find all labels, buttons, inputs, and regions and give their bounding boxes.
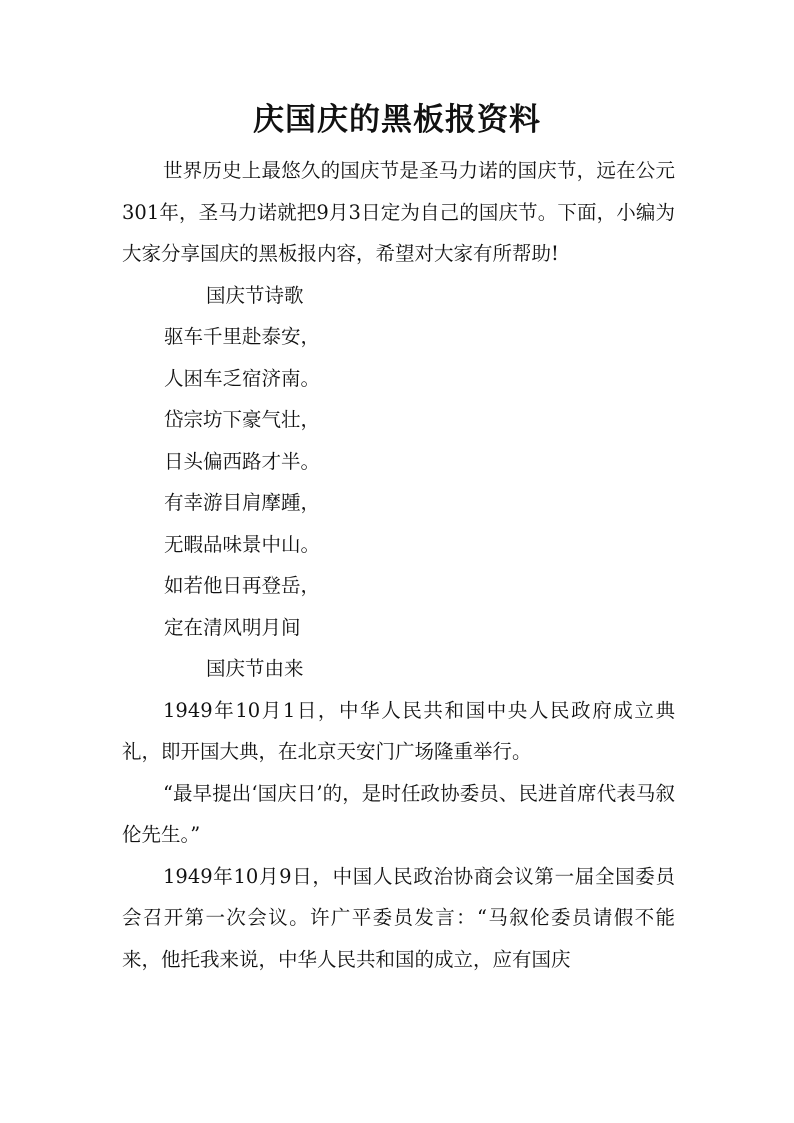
- origin-paragraph: 1949年10月9日，中国人民政治协商会议第一届全国委员会召开第一次会议。许广平委员发言：“马叙伦委员请假不能来，他托我来说，中华人民共和国的成立，应有国庆: [122, 864, 675, 971]
- intro-paragraph: 世界历史上最悠久的国庆节是圣马力诺的国庆节，远在公元301年，圣马力诺就把9月3日定为自己的国庆节。下面，小编为大家分享国庆的黑板报内容，希望对大家有所帮助!: [122, 159, 675, 265]
- poem-line: 如若他日再登岳，: [164, 574, 321, 597]
- poem-line: 岱宗坊下豪气壮，: [164, 408, 321, 431]
- document-body: [122, 150, 675, 980]
- poem-line: 有幸游目肩摩踵，: [164, 491, 321, 514]
- poem-line: 无暇品味景中山。: [164, 532, 321, 556]
- origin-paragraph: 1949年10月1日，中华人民共和国中央人民政府成立典礼，即开国大典，在北京天安门广场隆重举行。: [122, 698, 675, 763]
- document-title: 庆国庆的黑板报资料: [253, 102, 541, 138]
- poem-line: 人困车乏宿济南。: [164, 366, 321, 390]
- poem-heading: 国庆节诗歌: [206, 283, 304, 307]
- origin-heading: 国庆节由来: [206, 657, 304, 680]
- poem-line: 定在清风明月间: [164, 615, 301, 639]
- origin-paragraph: “最早提出‘国庆日’的，是时任政协委员、民进首席代表马叙伦先生。”: [122, 781, 675, 846]
- poem-line: 日头偏西路才半。: [164, 449, 321, 473]
- poem-line: 驱车千里赴泰安，: [164, 325, 321, 348]
